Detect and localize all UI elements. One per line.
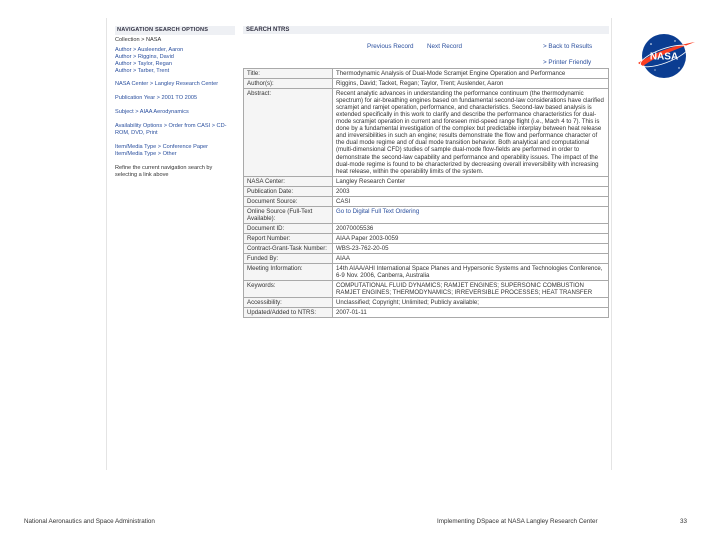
record-field-value: Thermodynamic Analysis of Dual-Mode Scramjet Engine Operation and Performance [333, 69, 609, 79]
itemtype-filter[interactable]: Item/Media Type > Other [115, 150, 177, 157]
page-number: 33 [680, 518, 688, 525]
record-field-label: Document Source: [244, 196, 333, 206]
subject-filter[interactable]: Subject > AIAA Aerodynamics [115, 109, 189, 116]
record-field-value: 14th AIAA/AHI International Space Planes and Hypersonic Systems and Technologies Conference, 6-9 Nov. 2006, Canberra, Australia [333, 264, 609, 281]
record-row [244, 89, 609, 177]
record-field-value: AIAA Paper 2003-0059 [333, 233, 609, 243]
pubyear-filter[interactable]: Publication Year > 2001 TO 2005 [115, 95, 198, 102]
record-table [243, 68, 609, 318]
record-field-label: Document ID: [244, 223, 333, 233]
record-field-label: Abstract: [244, 89, 333, 177]
record-field-value: Riggins, David; Tacket, Regan; Taylor, Trent; Auslender, Aaron [333, 79, 609, 89]
record-field-label: Online Source (Full-Text Available): [244, 206, 333, 223]
navigation-sidebar [115, 26, 235, 186]
record-row [244, 206, 609, 223]
record-field-value: COMPUTATIONAL FLUID DYNAMICS; RAMJET ENGINES; SUPERSONIC COMBUSTION RAMJET ENGINES; THERMODYNAMICS; IRREVERSIBLE PROCESSES; HEAT TRANSFER [333, 281, 609, 298]
record-row [244, 186, 609, 196]
record-field-value: Recent analytic advances in understanding the performance continuum (the thermodynamic spectrum) for air-breathing engines based on fundamental second-law considerations have clarified scramjet and ramjet operation, performance, and characteristics. Second-law based analysis is extended specifically in this work to clarify and describe the performance characteristics for dual-mode scramjet operation in current and foreseen mid-speed range flight (i.e., Mach 4 to 7). This is done by a fundamental investigation of the complex but predictable interplay between heat release and irreversibilities in such an engine; results demonstrate the flow and performance character of the dual mode regime and of dual mode transition behavior. Both analytical and computational (multi-dimensional CFD) studies of sample dual-mode flow-fields are performed in order to demonstrate the second-law capability and performance and operability issues. The impact of the dual-mode regime is found to be characterized by decreasing overall irreversibility with increasing heat release, within the operability limits of the system. [333, 89, 609, 177]
availability-filter[interactable]: Availability Options > Order from CASI > CD-ROM, DVD, Print [115, 123, 227, 137]
itemtype-filter[interactable]: Item/Media Type > Conference Paper [115, 143, 209, 150]
printer-friendly-link[interactable]: > Printer Friendly [543, 59, 592, 66]
record-field-value: 2003 [333, 186, 609, 196]
record-field-label: Report Number: [244, 233, 333, 243]
collection-filter[interactable]: Collection > NASA [115, 36, 162, 43]
footer-title: Implementing DSpace at NASA Langley Research Center [437, 518, 598, 525]
logo-wordmark: NASA [649, 51, 679, 63]
record-row [244, 281, 609, 298]
record-field-label: Author(s): [244, 79, 333, 89]
record-field-label: Publication Date: [244, 186, 333, 196]
record-field-label: Accessibility: [244, 298, 333, 308]
record-field-value: 2007-01-11 [333, 308, 609, 318]
record-field-label: Title: [244, 69, 333, 79]
record-row [244, 196, 609, 206]
nasa-logo [635, 32, 697, 80]
record-field-label: Contract-Grant-Task Number: [244, 243, 333, 253]
record-field-value: WBS-23-762-20-05 [333, 243, 609, 253]
record-field-label: Keywords: [244, 281, 333, 298]
record-field-value: CASI [333, 196, 609, 206]
record-row [244, 308, 609, 318]
record-row [244, 79, 609, 89]
record-field-value: AIAA [333, 254, 609, 264]
center-filter[interactable]: NASA Center > Langley Research Center [115, 81, 219, 88]
record-field-value: 20070005536 [333, 223, 609, 233]
record-row [244, 298, 609, 308]
back-to-results-link[interactable]: > Back to Results [543, 43, 593, 50]
search-header: SEARCH NTRS [243, 26, 609, 34]
refine-note: Refine the current navigation search by selecting a link above [115, 164, 213, 178]
author-filter[interactable]: Author > Tarber, Trent [115, 67, 170, 74]
author-filter[interactable]: Author > Taylor, Regan [115, 60, 172, 67]
record-field-label: Funded By: [244, 254, 333, 264]
record-field-link[interactable]: Go to Digital Full Text Ordering [333, 206, 609, 223]
record-row [244, 254, 609, 264]
next-record-link[interactable]: Next Record [427, 43, 462, 50]
record-row [244, 243, 609, 253]
author-filter[interactable]: Author > Riggins, David [115, 53, 174, 60]
footer-agency: National Aeronautics and Space Administration [24, 518, 155, 525]
previous-record-link[interactable]: Previous Record [367, 43, 414, 50]
record-row [244, 176, 609, 186]
record-row [244, 223, 609, 233]
screenshot-frame [106, 18, 679, 470]
record-field-label: NASA Center: [244, 176, 333, 186]
record-row [244, 264, 609, 281]
record-field-label: Meeting Information: [244, 264, 333, 281]
record-field-label: Updated/Added to NTRS: [244, 308, 333, 318]
record-field-value: Unclassified; Copyright; Unlimited; Publicly available; [333, 298, 609, 308]
record-row [244, 233, 609, 243]
sidebar-header: NAVIGATION SEARCH OPTIONS [115, 26, 235, 35]
record-field-value: Langley Research Center [333, 176, 609, 186]
record-row [244, 69, 609, 79]
author-filter[interactable]: Author > Ausleender, Aaron [115, 46, 184, 53]
